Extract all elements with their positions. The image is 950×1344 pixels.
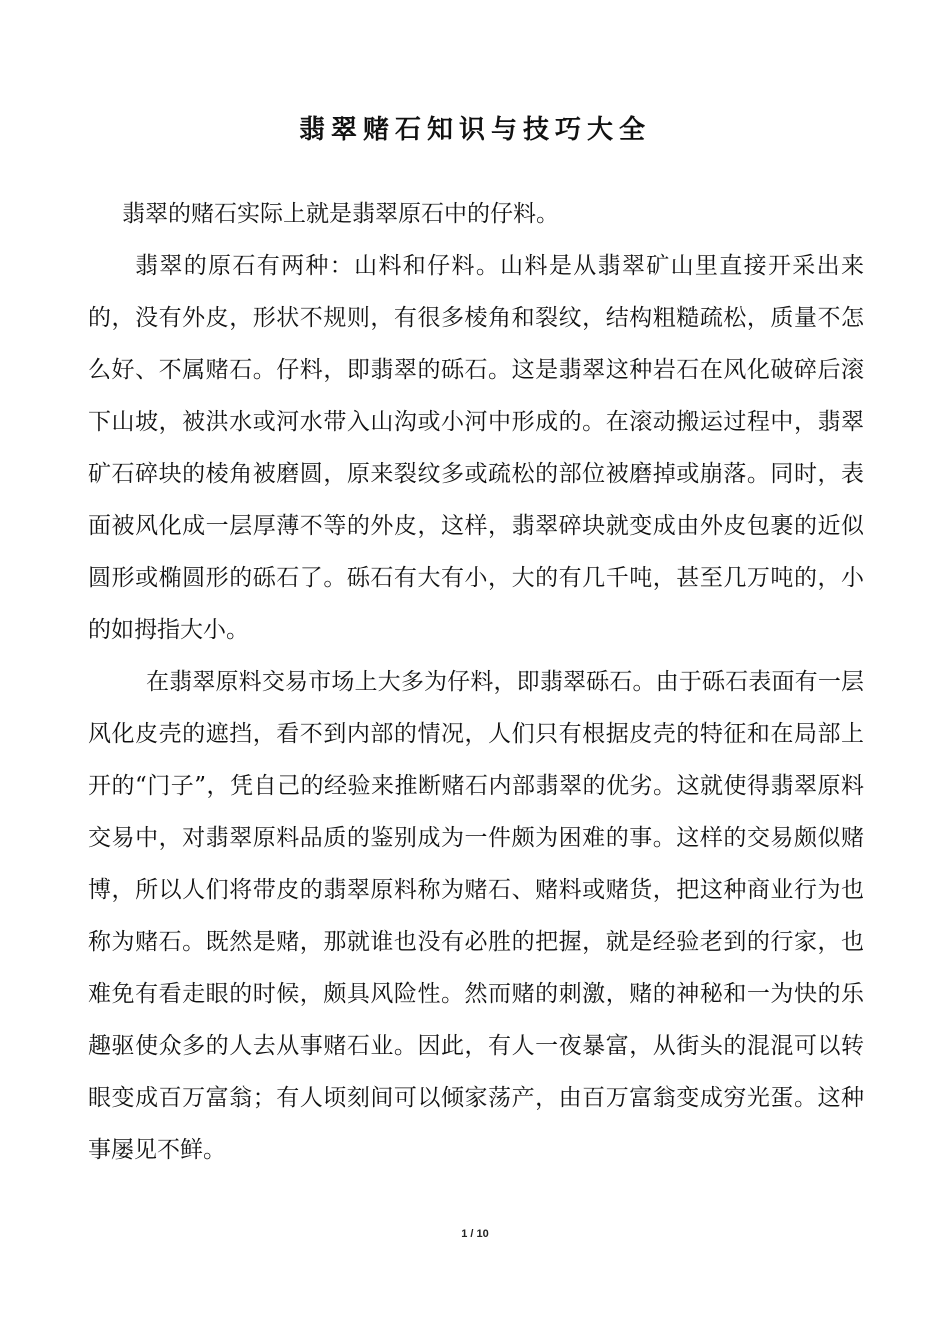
document-title: 翡翠赌石知识与技巧大全 <box>298 115 651 145</box>
page-number: 1 / 10 <box>461 1228 489 1240</box>
paragraph-raw-stone-types: 翡翠的原石有两种：山料和仔料。山料是从翡翠矿山里直接开采出来的，没有外皮，形状不规则，有很多棱角和裂纹，结构粗糙疏松，质量不怎么好、不属赌石。仔料，即翡翠的砾石。这是翡翠这种岩石在风化破碎后滚下山坡，被洪水或河水带入山沟或小河中形成的。在滚动搬运过程中，翡翠矿石碎块的棱角被磨圆，原来裂纹多或疏松的部位被磨掉或崩落。同时，表面被风化成一层厚薄不等的外皮，这样，翡翠碎块就变成由外皮包裹的近似圆形或椭圆形的砾石了。砾石有大有小，大的有几千吨，甚至几万吨的，小的如拇指大小。 <box>88 253 864 643</box>
document-body <box>88 188 864 1176</box>
paragraph-gambling-stone-trade: 在翡翠原料交易市场上大多为仔料，即翡翠砾石。由于砾石表面有一层风化皮壳的遮挡，看不到内部的情况，人们只有根据皮壳的特征和在局部上开的“门子”，凭自己的经验来推断赌石内部翡翠的优劣。这就使得翡翠原料交易中，对翡翠原料品质的鉴别成为一件颇为困难的事。这样的交易颇似赌博，所以人们将带皮的翡翠原料称为赌石、赌料或赌货，把这种商业行为也称为赌石。既然是赌，那就谁也没有必胜的把握，就是经验老到的行家，也难免有看走眼的时候，颇具风险性。然而赌的刺激，赌的神秘和一为快的乐趣驱使众多的人去从事赌石业。因此，有人一夜暴富，从街头的混混可以转眼变成百万富翁；有人顷刻间可以倾家荡产，由百万富翁变成穷光蛋。这种事屡见不鲜。 <box>88 669 864 1163</box>
paragraph-intro: 翡翠的赌石实际上就是翡翠原石中的仔料。 <box>122 201 559 227</box>
